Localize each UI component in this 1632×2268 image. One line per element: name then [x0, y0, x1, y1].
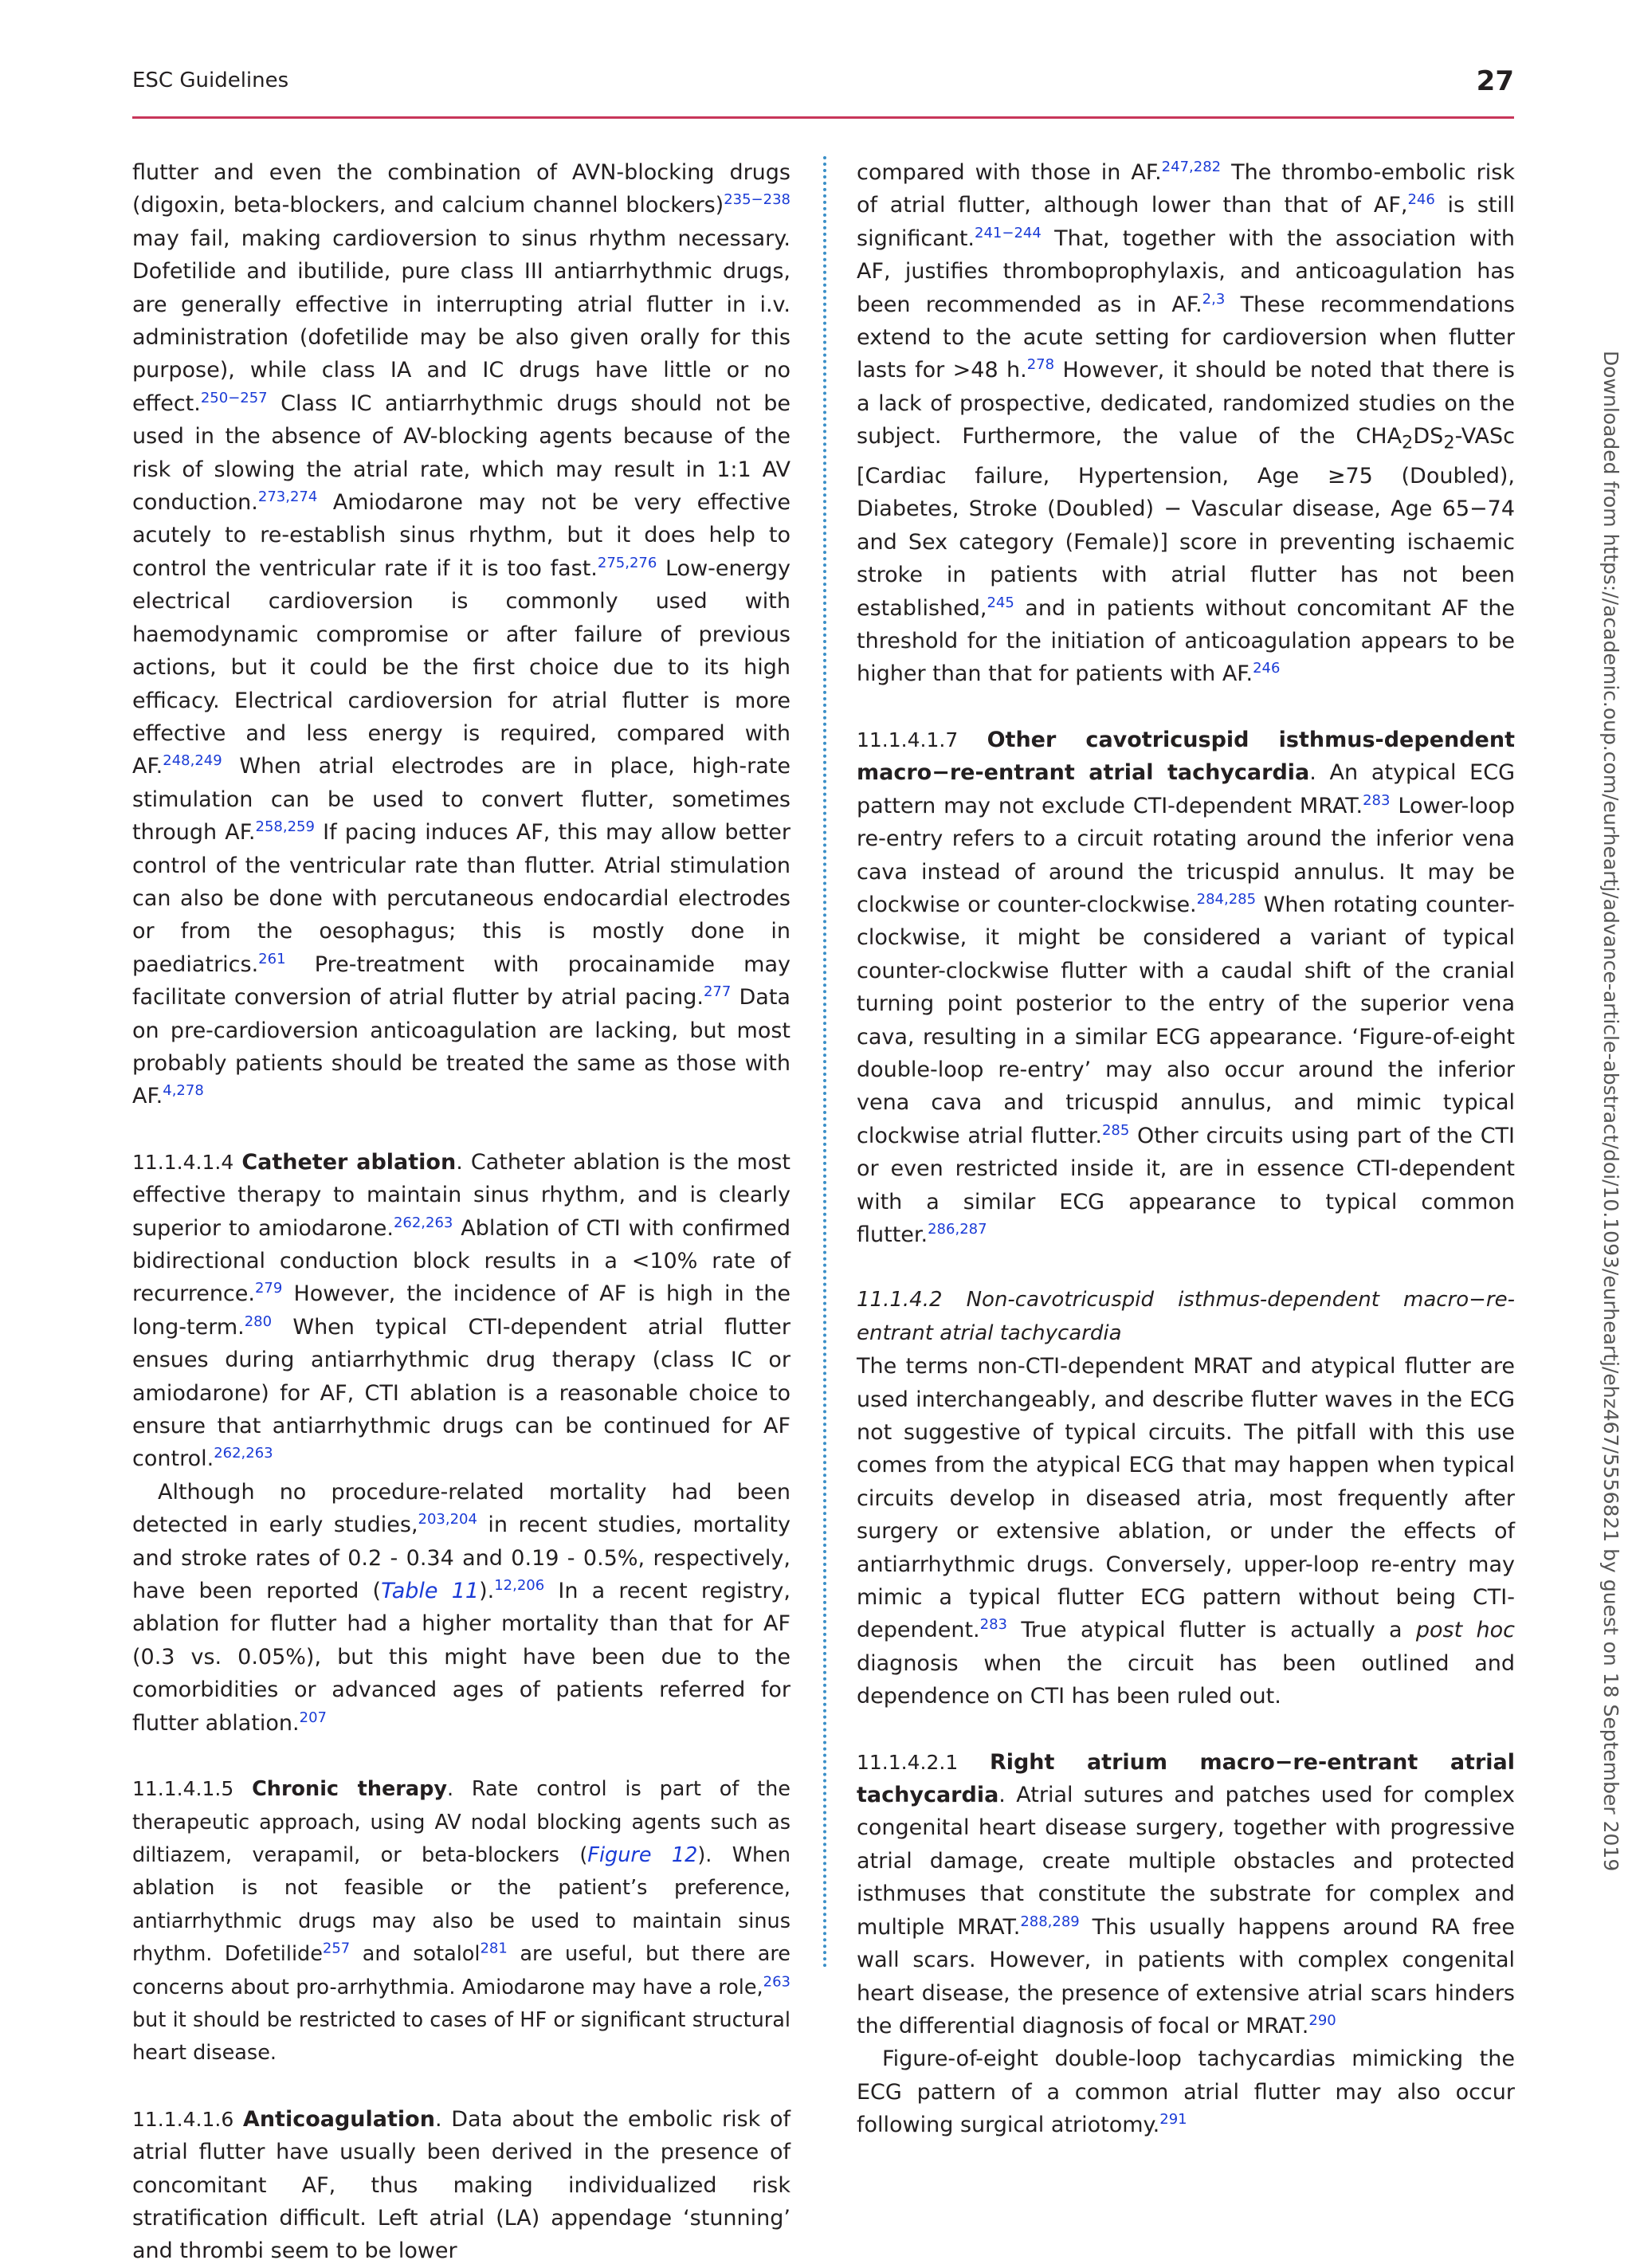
paragraph: Figure-of-eight double-loop tachycardias mimicking the ECG pattern of a common atrial flutter may also occur following surgical atriotomy.$^{291}$: [857, 2046, 1515, 2138]
paragraph: The terms non-CTI-dependent MRAT and atypical flutter are used interchangeably, and describe flutter waves in the ECG not suggestive of typical circuits. The pitfall with this use comes from the atypical ECG that may happen when typical circuits develop in diseased atria, most frequently after surgery or extensive ablation, or under the effects of antiarrhythmic drugs. Conversely, upper-loop re-entry may mimic a typical flutter ECG pattern without being CTI-dependent.$^{283}$ True atypical flutter is actually a post hoc diagnosis when the circuit has been outlined and dependence on CTI has been ruled out.: [857, 1354, 1515, 1709]
citation-link[interactable]: 246: [1407, 191, 1435, 209]
citation-link[interactable]: 291: [1159, 2111, 1187, 2129]
citation-link[interactable]: 4,278: [163, 1082, 204, 1100]
citation-link[interactable]: 279: [254, 1280, 283, 1297]
section-number: 11.1.4.1.4: [132, 1150, 234, 1174]
citation-link[interactable]: 246: [1253, 660, 1281, 677]
section-anticoagulation: 11.1.4.1.6 Anticoagulation. Data about the embolic risk of atrial flutter have usually been derived in the presence of concomitant AF, thus making individualized risk stratification difficult. Left atrial (LA) appendage ‘stunning’ and thrombi seem to be lower: [132, 2106, 790, 2264]
citation-link[interactable]: 280: [244, 1313, 273, 1330]
header-divider: [132, 116, 1514, 119]
citation-link[interactable]: 207: [299, 1709, 327, 1726]
citation-link[interactable]: 277: [703, 983, 732, 1001]
paragraph: Although no procedure-related mortality had been detected in early studies,$^{203,204}$ in recent studies, mortality and stroke rates of 0.2 - 0.34 and 0.19 - 0.5%, respectively, have been reported (Table 11).$^{12,206}$ In a recent registry, ablation for flutter had a higher mortality than that for AF (0.3 vs. 0.05%), but this might have been due to the comorbidities or advanced ages of patients referred for flutter ablation.$^{207}$: [132, 1479, 790, 1736]
citation-link[interactable]: 241−244: [975, 224, 1042, 241]
citation-link[interactable]: 284,285: [1196, 890, 1257, 908]
section-catheter-ablation: 11.1.4.1.4 Catheter ablation. Catheter ablation is the most effective therapy to maintain sinus rhythm, and is clearly superior to amiodarone.$^{262,263}$ Ablation of CTI with confirmed bidirectional conduction block results in a <10% rate of recurrence.$^{279}$ However, the incidence of AF is high in the long-term.$^{280}$ When typical CTI-dependent atrial flutter ensues during antiarrhythmic drug therapy (class IC or amiodarone) for AF, CTI ablation is a reasonable choice to ensure that antiarrhythmic drugs can be continued for AF control.$^{262,263}$: [132, 1149, 790, 1472]
section-title: Catheter ablation: [241, 1149, 457, 1175]
citation-link[interactable]: 285: [1101, 1121, 1130, 1139]
citation-link[interactable]: 278: [1026, 356, 1055, 374]
citation-link[interactable]: 288,289: [1020, 1913, 1080, 1930]
download-note-text: Downloaded from https://academic.oup.com/eurheartj/advance-article-abstract/doi/10.1093/eurheartj/ehz467/5556821 by guest on 18 September 2019: [1599, 351, 1622, 1872]
download-note: [1599, 351, 1632, 1897]
citation-link[interactable]: 273,274: [257, 489, 318, 506]
citation-link[interactable]: 257: [322, 1940, 351, 1957]
table-reference-link[interactable]: Table 11: [381, 1579, 480, 1604]
section-title: Right atrium macro−re-entrant atrial tachycardia: [857, 1749, 1515, 1808]
page-number: 27: [1476, 65, 1514, 97]
citation-link[interactable]: 235−238: [724, 191, 790, 209]
journal-name: ESC Guidelines: [132, 69, 289, 92]
citation-link[interactable]: 275,276: [597, 554, 657, 571]
section-other-cti-dependent-mrat: 11.1.4.1.7 Other cavotricuspid isthmus-dependent macro−re-entrant atrial tachycardia. An atypical ECG pattern may not exclude CTI-dependent MRAT.$^{283}$ Lower-loop re-entry refers to a circuit rotating around the inferior vena cava instead of around the tricuspid annulus. It may be clockwise or counter-clockwise.$^{284,285}$ When rotating counter-clockwise, it might be considered a variant of typical counter-clockwise flutter with a caudal shift of the cranial turning point posterior to the entry of the superior vena cava, resulting in a similar ECG appearance. ‘Figure-of-eight double-loop re-entry’ may also occur around the inferior vena cava and tricuspid annulus, and mimic typical clockwise atrial flutter.$^{285}$ Other circuits using part of the CTI or even restricted inside it, are in essence CTI-dependent with a similar ECG appearance to typical common flutter.$^{286,287}$: [857, 727, 1515, 1247]
paragraph: flutter and even the combination of AVN-blocking drugs (digoxin, beta-blockers, and calcium channel blockers)$^{235-238}$ may fail, making cardioversion to sinus rhythm necessary. Dofetilide and ibutilide, pure class III antiarrhythmic drugs, are generally effective in interrupting atrial flutter in i.v. administration (dofetilide may be also given orally for this purpose), while class IA and IC drugs have little or no effect.$^{250-257}$ Class IC antiarrhythmic drugs should not be used in the absence of AV-blocking agents because of the risk of slowing the atrial rate, which may result in 1:1 AV conduction.$^{273,274}$ Amiodarone may not be very effective acutely to re-establish sinus rhythm, but it does help to control the ventricular rate if it is too fast.$^{275,276}$ Low-energy electrical cardioversion is commonly used with haemodynamic compromise or after failure of previous actions, but it could be the first choice due to its high efficacy. Electrical cardioversion for atrial flutter is more effective and less energy is required, compared with AF.$^{248,249}$ When atrial electrodes are in place, high-rate stimulation can be used to convert flutter, sometimes through AF.$^{258,259}$ If pacing induces AF, this may allow better control of the ventricular rate than flutter. Atrial stimulation can also be done with percutaneous endocardial electrodes or from the oesophagus; this is mostly done in paediatrics.$^{261}$ Pre-treatment with procainamide may facilitate conversion of atrial flutter by atrial pacing.$^{277}$ Data on pre-cardioversion anticoagulation are lacking, but most probably patients should be treated the same as those with AF.$^{4,278}$: [132, 160, 790, 1109]
figure-reference-link[interactable]: Figure 12: [587, 1842, 698, 1867]
citation-link[interactable]: 290: [1308, 2011, 1336, 2029]
citation-link[interactable]: 262,263: [393, 1214, 453, 1231]
citation-link[interactable]: 258,259: [255, 818, 315, 836]
section-chronic-therapy: 11.1.4.1.5 Chronic therapy. Rate control is part of the therapeutic approach, using AV nodal blocking agents such as diltiazem, verapamil, or beta-blockers (Figure 12). When ablation is not feasible or the patient’s preference, antiarrhythmic drugs may also be used to maintain sinus rhythm. Dofetilide$^{257}$ and sotalol$^{281}$ are useful, but there are concerns about pro-arrhythmia. Amiodarone may have a role,$^{263}$ but it should be restricted to cases of HF or significant structural heart disease.: [132, 1777, 790, 2066]
section-number: 11.1.4.2.1: [857, 1750, 959, 1774]
citation-link[interactable]: 203,204: [418, 1511, 477, 1528]
citation-link[interactable]: 283: [1363, 791, 1391, 809]
citation-link[interactable]: 250−257: [200, 389, 268, 406]
column-divider: [823, 156, 826, 1969]
citation-link[interactable]: 261: [258, 950, 286, 967]
paragraph: compared with those in AF.$^{247,282}$ The thrombo-embolic risk of atrial flutter, although lower than that of AF,$^{246}$ is still significant.$^{241-244}$ That, together with the association with AF, justifies thromboprophylaxis, and anticoagulation has been recommended as in AF.$^{2,3}$ These recommendations extend to the acute setting for cardioversion when flutter lasts for >48 h.$^{278}$ However, it should be noted that there is a lack of prospective, dedicated, randomized studies on the subject. Furthermore, the value of the $CHA_2DS_2$-VASc [Cardiac failure, Hypertension, Age ≥75 (Doubled), Diabetes, Stroke (Doubled) − Vascular disease, Age 65−74 and Sex category (Female)] score in preventing ischaemic stroke in patients with atrial flutter has not been established,$^{245}$ and in patients without concomitant AF the threshold for the initiation of anticoagulation appears to be higher than that for patients with AF.$^{246}$: [857, 159, 1515, 687]
citation-link[interactable]: 245: [987, 594, 1014, 611]
section-title: Other cavotricuspid isthmus-dependent macro−re-entrant atrial tachycardia: [857, 727, 1515, 786]
section-title: Anticoagulation: [242, 2106, 435, 2132]
citation-link[interactable]: 283: [979, 1616, 1008, 1634]
citation-link[interactable]: 263: [763, 1973, 790, 1991]
section-number: 11.1.4.1.5: [132, 1777, 234, 1801]
citation-link[interactable]: 286,287: [928, 1220, 987, 1238]
citation-link[interactable]: 247,282: [1161, 159, 1222, 175]
left-column: [132, 156, 790, 2268]
citation-link[interactable]: 262,263: [214, 1445, 273, 1462]
section-right-atrium-mrat: 11.1.4.2.1 Right atrium macro−re-entrant atrial tachycardia. Atrial sutures and patches used for complex congenital heart disease surgery, together with progressive atrial damage, create multiple obstacles and protected isthmuses that constitute the substrate for complex and multiple MRAT.$^{288,289}$ This usually happens around RA free wall scars. However, in patients with complex congenital heart disease, the presence of extensive atrial scars hinders the differential diagnosis of focal or MRAT.$^{290}$: [857, 1749, 1515, 2038]
section-heading: 11.1.4.2 Non-cavotricuspid isthmus-dependent macro−re-entrant atrial tachycardia: [857, 1288, 1515, 1345]
right-column: [857, 156, 1515, 2142]
citation-link[interactable]: 12,206: [494, 1577, 545, 1595]
citation-link[interactable]: 281: [480, 1940, 508, 1957]
section-number: 11.1.4.1.7: [857, 728, 959, 751]
section-title: Chronic therapy: [252, 1777, 447, 1802]
section-number: 11.1.4.1.6: [132, 2107, 234, 2131]
citation-link[interactable]: 2,3: [1202, 290, 1226, 308]
citation-link[interactable]: 248,249: [163, 752, 222, 770]
